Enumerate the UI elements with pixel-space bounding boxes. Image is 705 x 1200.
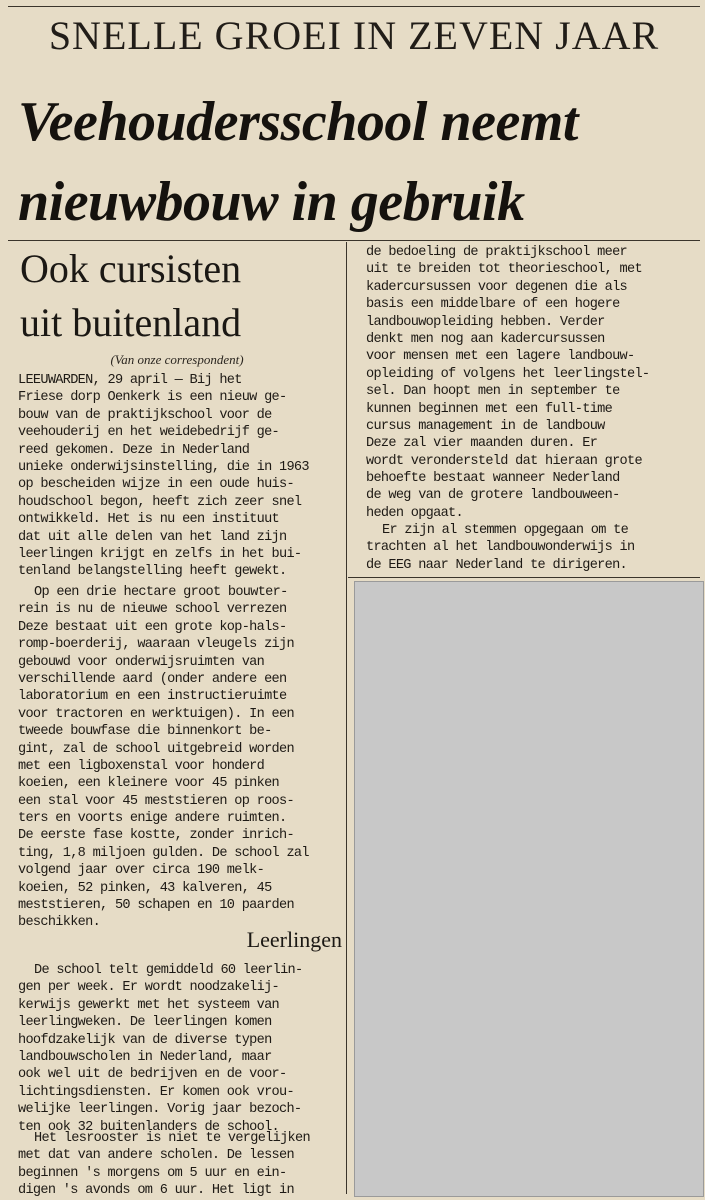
lead-line: bouw van de praktijkschool voor de xyxy=(18,407,272,423)
body-line: landbouwscholen in Nederland, maar xyxy=(18,1049,272,1065)
body-line: kerwijs gewerkt met het systeem van xyxy=(18,997,280,1013)
body-paragraph-3 xyxy=(18,1130,344,1200)
body-line: beginnen 's morgens om 5 uur en ein- xyxy=(18,1165,287,1181)
body-line: romp-boerderij, waaraan vleugels zijn xyxy=(18,637,294,653)
body-line: opleiding of volgens het leerlingstel- xyxy=(366,366,650,382)
right-column-paragraph-2 xyxy=(366,522,698,574)
body-line: landbouwopleiding hebben. Verder xyxy=(366,314,605,330)
body-line: koeien, een kleinere voor 45 pinken xyxy=(18,776,280,792)
body-line: de weg van de grotere landbouween- xyxy=(366,488,620,504)
lead-paragraph xyxy=(18,372,344,581)
body-line: Deze bestaat uit een grote kop-hals- xyxy=(18,619,287,635)
photo-placeholder xyxy=(354,581,704,1197)
subhead-line-1: Ook cursisten xyxy=(20,246,242,291)
body-line: volgend jaar over circa 190 melk- xyxy=(18,863,265,879)
body-line: De eerste fase kostte, zonder inrich- xyxy=(18,828,294,844)
body-line: welijke leerlingen. Vorig jaar bezoch- xyxy=(18,1102,302,1118)
body-line: verschillende aard (onder andere een xyxy=(18,671,287,687)
body-line: koeien, 52 pinken, 43 kalveren, 45 xyxy=(18,880,272,896)
body-line: leerlingweken. De leerlingen komen xyxy=(18,1015,272,1031)
body-line: voor tractoren en werktuigen). In een xyxy=(18,706,294,722)
body-line: wordt verondersteld dat hieraan grote xyxy=(366,453,642,469)
body-line: digen 's avonds om 6 uur. Het ligt in xyxy=(18,1183,294,1199)
body-line: een stal voor 45 meststieren op roos- xyxy=(18,793,294,809)
lead-line: unieke onderwijsinstelling, die in 1963 xyxy=(18,459,309,475)
section-heading: Leerlingen xyxy=(246,927,342,952)
lead-line: Friese dorp Oenkerk is een nieuw ge- xyxy=(18,390,287,406)
byline: (Van onze correspondent) xyxy=(110,352,244,367)
body-paragraph-1 xyxy=(18,584,344,932)
body-line: basis een middelbare of een hogere xyxy=(366,297,620,313)
body-line: meststieren, 50 schapen en 10 paarden xyxy=(18,898,294,914)
body-line: rein is nu de nieuwe school verrezen xyxy=(18,602,287,618)
body-line: heden opgaat. xyxy=(366,505,463,521)
body-line: met een ligboxenstal voor honderd xyxy=(18,758,265,774)
top-rule xyxy=(8,6,700,7)
lead-line: dat uit alle delen van het land zijn xyxy=(18,529,287,545)
body-line: de bedoeling de praktijkschool meer xyxy=(366,245,628,260)
headline-rule xyxy=(8,240,700,241)
body-line: laboratorium en een instructieruimte xyxy=(18,689,287,705)
body-line: lichtingsdiensten. Er komen ook vrou- xyxy=(18,1084,294,1100)
lead-line: reed gekomen. Deze in Nederland xyxy=(18,442,250,458)
body-line: Er zijn al stemmen opgegaan om te xyxy=(382,523,629,538)
body-line: gint, zal de school uitgebreid worden xyxy=(18,741,294,757)
body-line: ting, 1,8 miljoen gulden. De school zal xyxy=(18,845,309,861)
body-line: ook wel uit de bedrijven en de voor- xyxy=(18,1067,287,1083)
body-line: De school telt gemiddeld 60 leerlin- xyxy=(34,963,303,978)
right-column-paragraph-1 xyxy=(366,244,698,522)
body-line: hoofdzakelijk van de diverse typen xyxy=(18,1032,272,1048)
body-line: denkt men nog aan kadercursussen xyxy=(366,331,605,347)
body-line: de EEG naar Nederland te dirigeren. xyxy=(366,557,628,573)
body-line: behoefte bestaat wanneer Nederland xyxy=(366,471,620,487)
kicker-heading: SNELLE GROEI IN ZEVEN JAAR xyxy=(48,13,660,58)
lead-line: tenland belangstelling heeft gewekt. xyxy=(18,564,287,580)
subhead-line-2: uit buitenland xyxy=(20,300,242,345)
lead-line: ontwikkeld. Het is nu een instituut xyxy=(18,512,280,528)
body-line: Op een drie hectare groot bouwter- xyxy=(34,585,288,600)
lead-line: veehouderij en het weidebedrijf ge- xyxy=(18,425,280,441)
body-line: kunnen beginnen met een full-time xyxy=(366,401,613,417)
column-rule xyxy=(346,242,347,1194)
body-line: sel. Dan hoopt men in september te xyxy=(366,384,620,400)
headline-line-1: Veehoudersschool neemt xyxy=(18,91,578,153)
right-column-end-rule xyxy=(348,577,700,578)
lead-line: LEEUWARDEN, 29 april — Bij het xyxy=(18,373,242,388)
body-line: gen per week. Er wordt noodzakelij- xyxy=(18,980,280,996)
body-line: beschikken. xyxy=(18,915,101,931)
body-line: uit te breiden tot theorieschool, met xyxy=(366,262,642,278)
lead-line: leerlingen krijgt en zelfs in het bui- xyxy=(18,546,302,562)
body-line: Deze zal vier maanden duren. Er xyxy=(366,436,598,452)
body-line: kadercursussen voor degenen die als xyxy=(366,279,628,295)
body-line: Het lesrooster is niet te vergelijken xyxy=(34,1131,310,1146)
body-line: ten ook 32 buitenlanders de school. xyxy=(18,1119,280,1135)
body-paragraph-2 xyxy=(18,962,344,1136)
body-line: trachten al het landbouwonderwijs in xyxy=(366,540,635,556)
body-line: met dat van andere scholen. De lessen xyxy=(18,1148,294,1164)
body-line: gebouwd voor onderwijsruimten van xyxy=(18,654,265,670)
headline-line-2: nieuwbouw in gebruik xyxy=(18,171,525,233)
body-line: voor mensen met een lagere landbouw- xyxy=(366,349,635,365)
body-line: cursus management in de landbouw xyxy=(366,418,605,434)
body-line: tweede bouwfase die binnenkort be- xyxy=(18,724,272,740)
body-line: ters en voorts enige andere ruimten. xyxy=(18,811,287,827)
lead-line: op bescheiden wijze in een oude huis- xyxy=(18,477,294,493)
lead-line: houdschool begon, heeft zich zeer snel xyxy=(18,494,302,510)
